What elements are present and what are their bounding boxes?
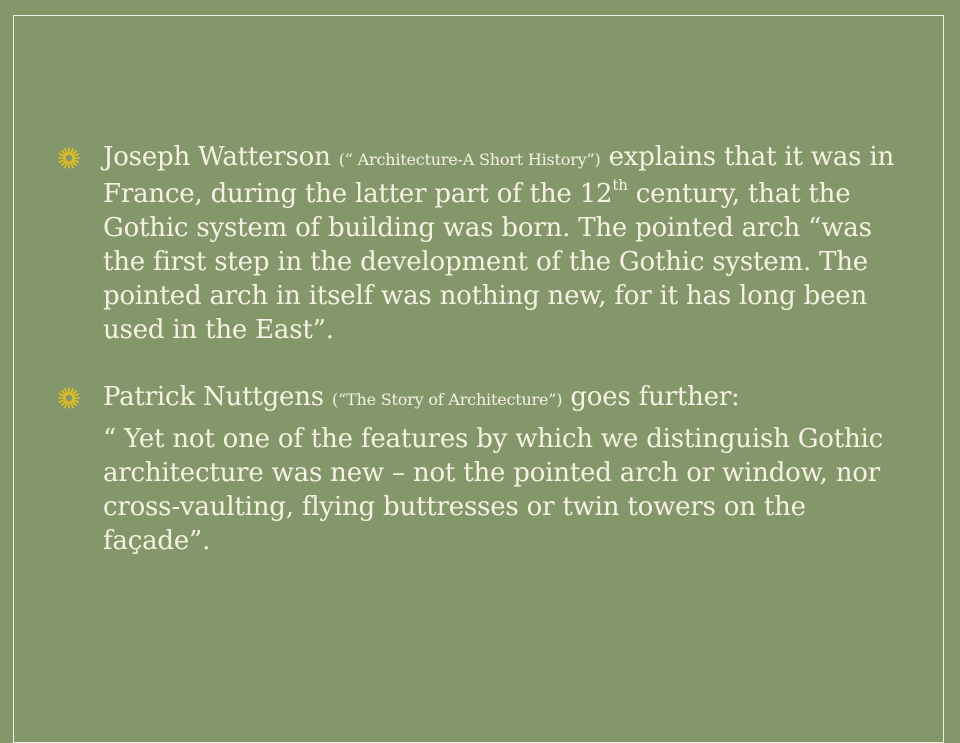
watterson-author: Joseph Watterson [103, 142, 339, 172]
nuttgens-author: Patrick Nuttgens [103, 382, 332, 412]
nuttgens-text: goes further: [562, 382, 740, 412]
ordinal-superscript: th [612, 176, 628, 194]
nuttgens-paragraph [58, 380, 908, 558]
watterson-text-part1: explains that it was in France, during the latter part of the 12 [103, 142, 895, 209]
sun-bullet-icon [58, 387, 80, 409]
watterson-text-part2: century, that the Gothic system of building was born. The pointed arch “was the first step in the development of the Gothic system. The pointed arch in itself was nothing new, for it has long been used in the East”. [103, 179, 872, 345]
watterson-book-title: (“ Architecture-A Short History”) [338, 150, 601, 169]
slide-body [58, 140, 908, 558]
nuttgens-quote: “ Yet not one of the features by which we distinguish Gothic architecture was new – not the pointed arch or window, nor cross-vaulting, flying buttresses or twin towers on the façade”. [103, 424, 883, 556]
sun-bullet-icon [58, 147, 80, 169]
nuttgens-book-title: (“The Story of Architecture”) [331, 390, 563, 409]
watterson-paragraph [58, 140, 908, 347]
